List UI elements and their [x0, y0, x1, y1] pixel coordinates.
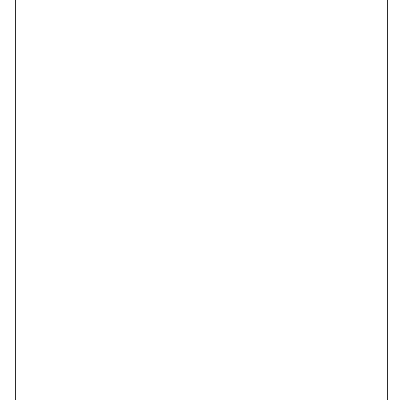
page-border-right [387, 0, 388, 400]
page-border-left [15, 0, 16, 400]
document-body [18, 0, 384, 400]
